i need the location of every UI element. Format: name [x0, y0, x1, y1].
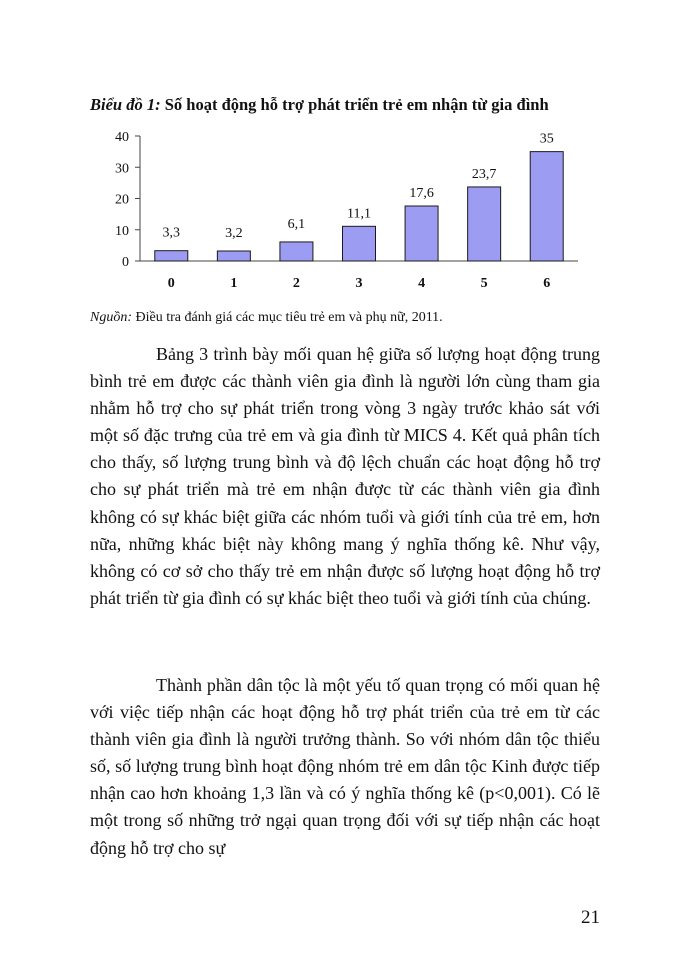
page-number: 21 — [581, 907, 600, 928]
source-text: Điều tra đánh giá các mục tiêu trẻ em và phụ nữ, 2011. — [132, 310, 443, 325]
bar-value-label: 6,1 — [287, 216, 306, 232]
body-paragraph-2: Thành phần dân tộc là một yếu tố quan trọng có mối quan hệ với việc tiếp nhận các hoạt động hỗ trợ phát triển của trẻ em từ các thành viên gia đình là người trưởng thành. So với nhóm dân tộc thiểu số, số lượng trung bình hoạt động nhóm trẻ em dân tộc Kinh được tiếp nhận cao hơn khoảng 1,3 lần và có ý nghĩa thống kê (p<0,001). Có lẽ một trong số những trở ngại quan trọng đối với sự tiếp nhận các hoạt động hỗ trợ cho sự — [90, 675, 600, 858]
x-tick-label: 5 — [480, 276, 488, 291]
bar — [468, 187, 501, 261]
bar — [280, 242, 313, 261]
x-tick-label: 4 — [418, 276, 426, 291]
bar — [405, 206, 438, 261]
bar-value-label: 3,3 — [162, 225, 181, 241]
y-tick-label: 30 — [115, 161, 129, 177]
x-tick-label: 2 — [292, 276, 300, 291]
bar-value-label: 17,6 — [409, 186, 434, 201]
bar — [343, 226, 376, 261]
y-tick-label: 20 — [115, 192, 129, 208]
y-tick-label: 40 — [115, 130, 129, 145]
bar-chart — [95, 122, 585, 302]
x-tick-label: 3 — [355, 276, 363, 291]
figure-caption — [90, 95, 610, 115]
caption-title: Số hoạt động hỗ trợ phát triển trẻ em nhận từ gia đình — [164, 95, 549, 114]
bar — [217, 251, 250, 261]
bar-value-label: 23,7 — [471, 166, 497, 182]
x-tick-label: 1 — [230, 276, 238, 291]
bar — [530, 152, 563, 261]
bar-value-label: 3,2 — [225, 226, 243, 241]
bar-value-label: 11,1 — [347, 206, 371, 222]
source-lead: Nguồn: — [90, 310, 132, 325]
bar — [155, 251, 188, 261]
source-note — [90, 310, 443, 326]
bar-value-label: 35 — [539, 131, 554, 147]
x-tick-label: 6 — [543, 276, 551, 291]
body-paragraph-1: Bảng 3 trình bày mối quan hệ giữa số lượng hoạt động trung bình trẻ em được các thành viên gia đình là người lớn cùng tham gia nhằm hỗ trợ cho sự phát triển trong vòng 3 ngày trước khảo sát với một số đặc trưng của trẻ em và gia đình từ MICS 4. Kết quả phân tích cho thấy, số lượng trung bình và độ lệch chuẩn các hoạt động hỗ trợ cho sự phát triển mà trẻ em nhận được từ các thành viên gia đình không có sự khác biệt giữa các nhóm tuổi và giới tính của trẻ em, hơn nữa, những khác biệt này không mang ý nghĩa thống kê. Như vậy, không có cơ sở cho thấy trẻ em nhận được số lượng hoạt động hỗ trợ phát triển từ gia đình có sự khác biệt theo tuổi và giới tính của chúng. — [90, 344, 600, 608]
y-tick-label: 0 — [122, 255, 129, 270]
caption-lead: Biểu đồ 1: — [90, 95, 161, 114]
y-tick-label: 10 — [115, 223, 129, 239]
x-tick-label: 0 — [167, 276, 175, 291]
